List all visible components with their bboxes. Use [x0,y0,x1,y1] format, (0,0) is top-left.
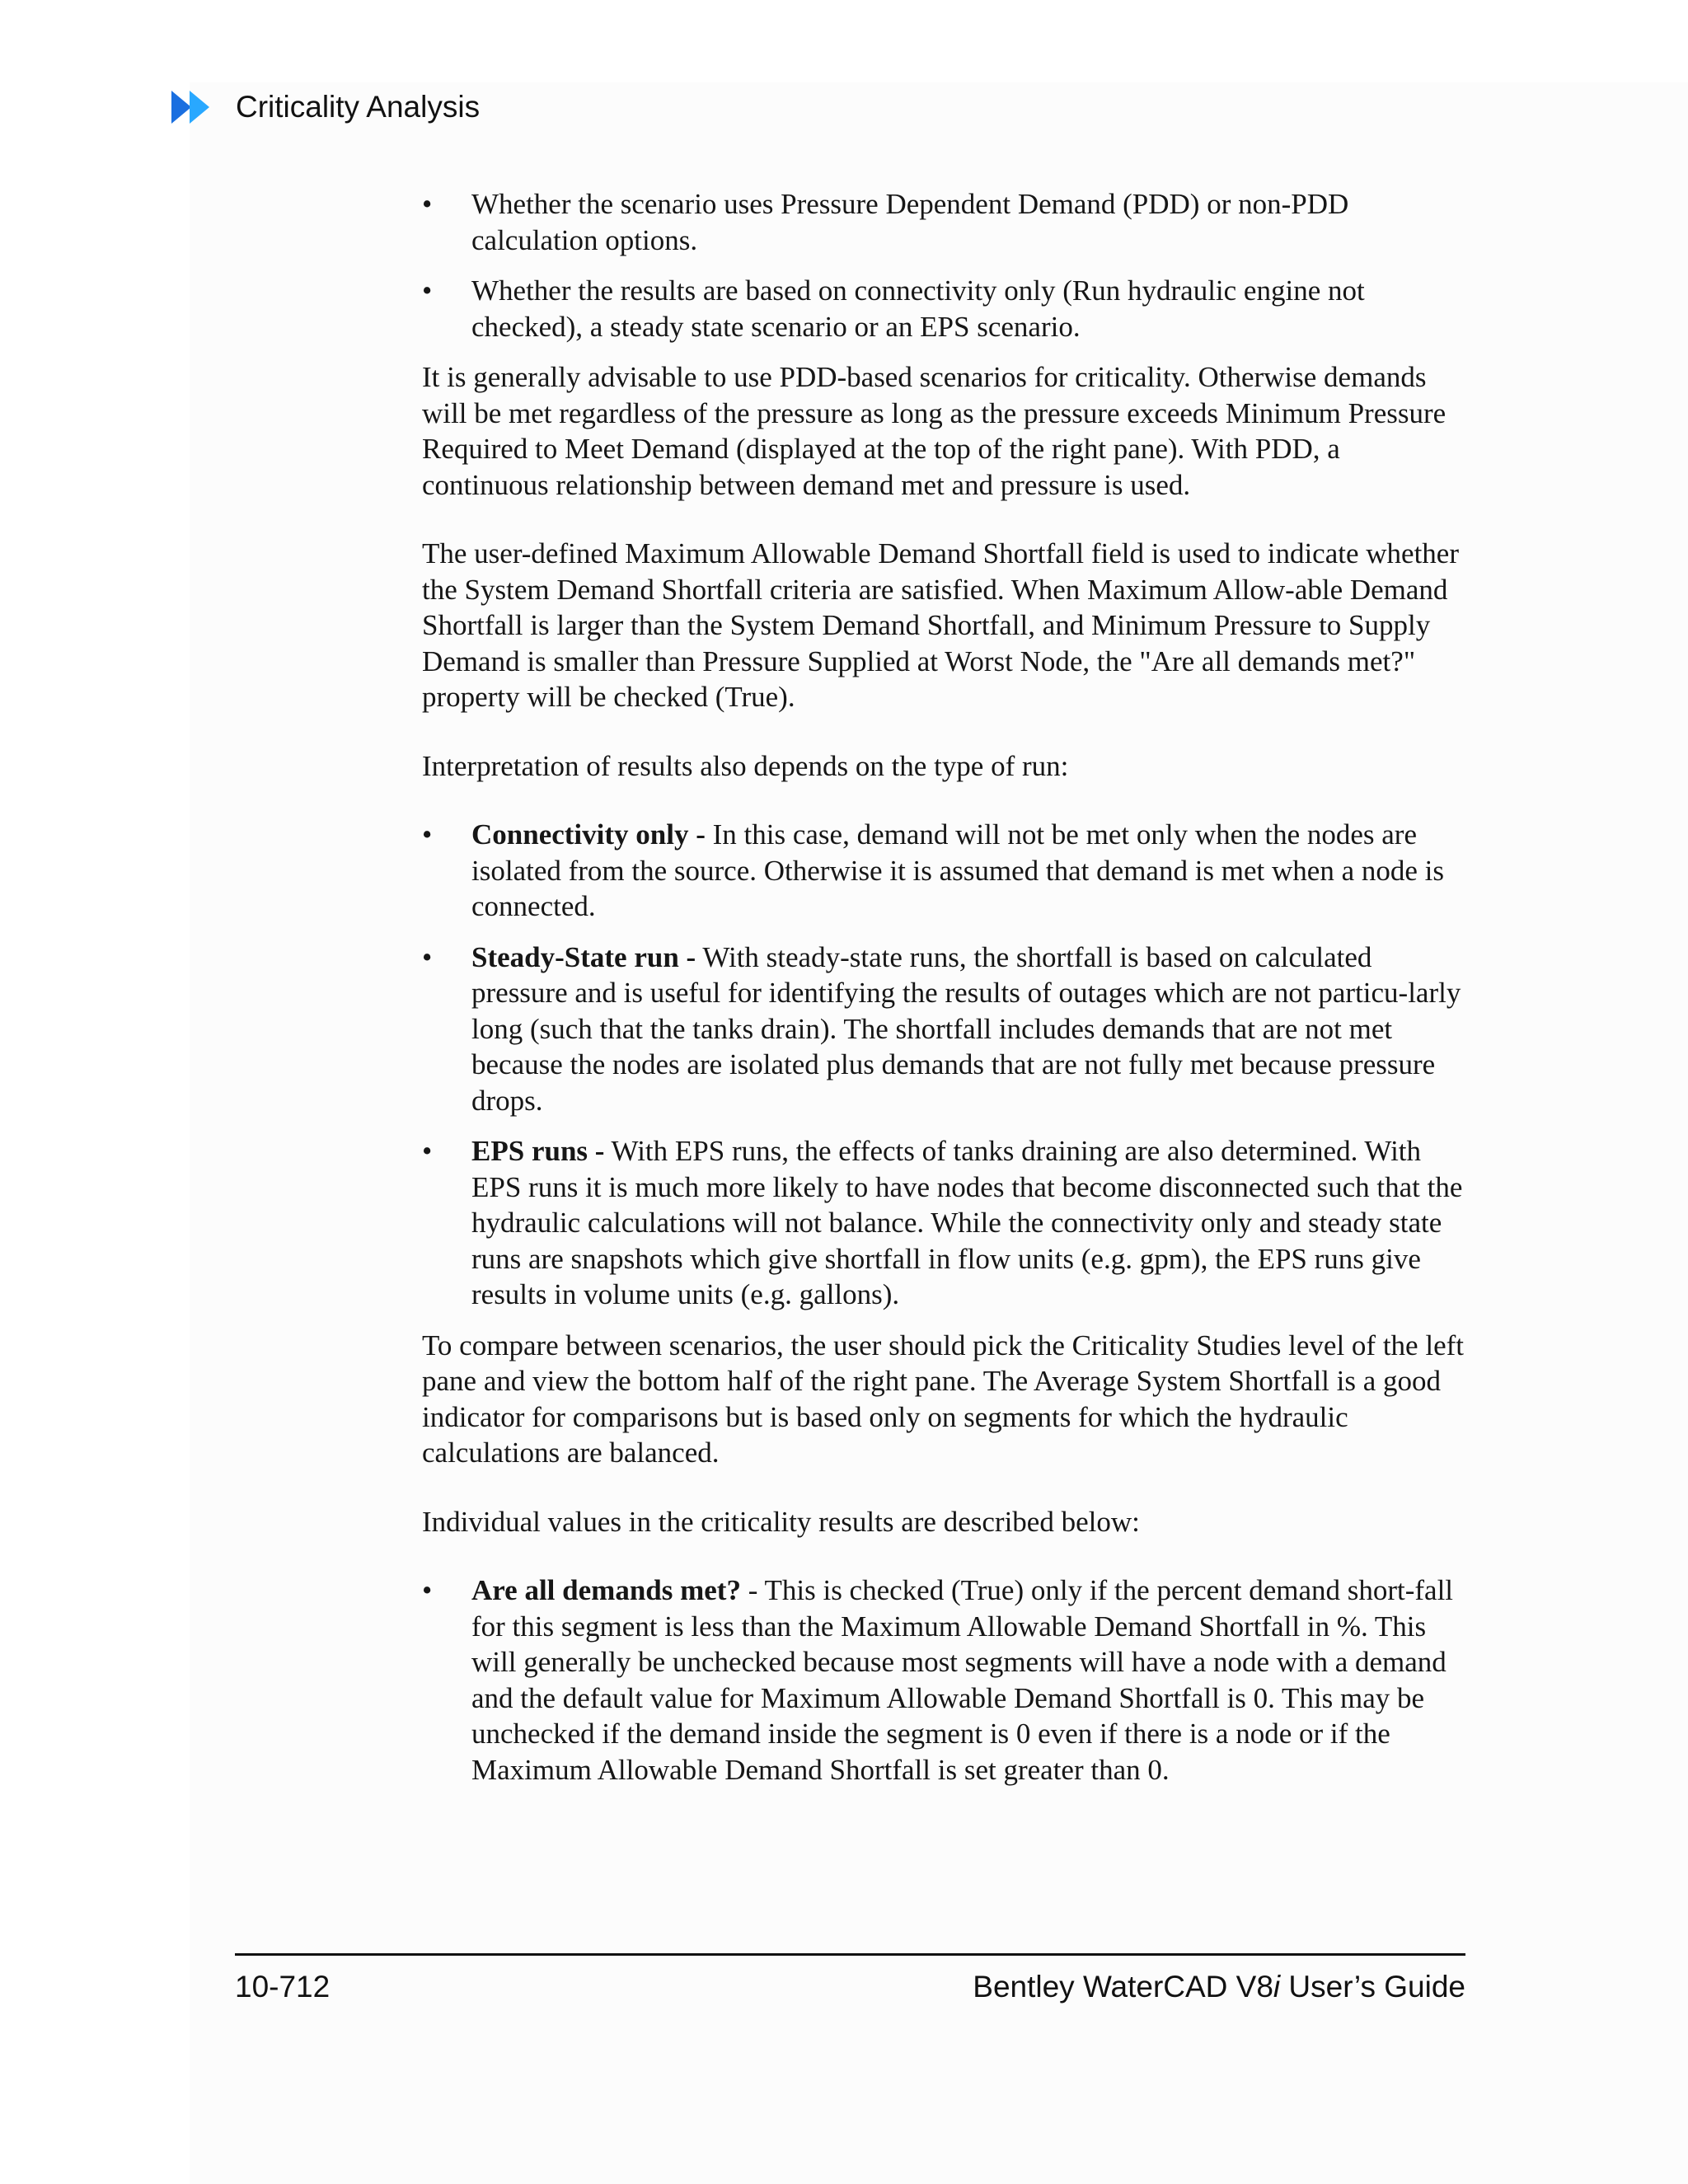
bullet-item-steady-state [422,940,1465,1119]
page-number: 10-712 [235,1970,331,2004]
guide-title-italic: i [1273,1970,1281,2004]
bullet-glyph: • [422,818,433,851]
bullet-glyph: • [422,1135,433,1167]
chapter-title: Criticality Analysis [236,90,481,124]
bullet-glyph: • [422,1574,433,1606]
paragraph-individual-values: Individual values in the criticality results are described below: [422,1505,1140,1538]
bullet-text: With steady-state runs, the shortfall is based on calculated pressure and is useful for identifying the results of outages which are not particu-larly long (such that the tanks drain). The shortfall includes demands that are not met because the nodes are isolated plus demands that are not fully met because pressure drops. [471,940,1461,1117]
bullet-text: - This is checked (True) only if the percent demand short-fall for this segment is less than the Maximum Allowable Demand Shortfall in %. This will generally be unchecked because most segments will have a node with a demand and the default value for Maximum Allowable Demand Shortfall is 0. This may be unchecked if the demand inside the segment is 0 even if there is a node or if the Maximum Allowable Demand Shortfall is set greater than 0. [471,1574,1454,1786]
bullet-glyph: • [422,274,433,307]
guide-title [973,1970,1465,2004]
bullet-text: In this case, demand will not be met only when the nodes are isolated from the source. Otherwise it is assumed that demand is met when a node is connected. [471,818,1445,922]
bullet-item [422,273,1465,344]
bullet-text: With EPS runs, the effects of tanks draining are also determined. With EPS runs it is much more likely to have nodes that become disconnected such that the hydraulic calculations will not balance. While the connectivity only and steady state runs are snapshots which give shortfall in flow units (e.g. gpm), the EPS runs give results in volume units (e.g. gallons). [471,1135,1463,1310]
paragraph-run-type-intro: Interpretation of results also depends on the type of run: [422,749,1069,782]
double-chevron-icon [170,89,223,125]
footer-divider [235,1953,1465,1956]
page-header [170,86,480,129]
paragraph-compare-scenarios: To compare between scenarios, the user should pick the Criticality Studies level of the left pane and view the bottom half of the right pane. The Average System Shortfall is a good indicator for comparisons but is based only on segments for which the hydraulic calculations are balanced. [422,1329,1464,1469]
bullet-term: Steady-State run - [471,940,696,973]
paragraph-pdd-advice: It is generally advisable to use PDD-based scenarios for criticality. Otherwise demands will be met regardless of the pressure as long as the pressure exceeds Minimum Pressure Required to Meet Demand (displayed at the top of the right pane). With PDD, a continuous relationship between demand met and pressure is used. [422,361,1447,501]
bullet-text: Whether the scenario uses Pressure Dependent Demand (PDD) or non-PDD calculation options. [471,188,1349,256]
bullet-glyph: • [422,188,433,220]
guide-title-suffix: User’s Guide [1280,1970,1465,2004]
bullet-text: Whether the results are based on connectivity only (Run hydraulic engine not checked), a steady state scenario or an EPS scenario. [471,274,1365,343]
paragraph-max-shortfall: The user-defined Maximum Allowable Demand Shortfall field is used to indicate whether the System Demand Shortfall criteria are satisfied. When Maximum Allow-able Demand Shortfall is larger than the System Demand Shortfall, and Minimum Pressure to Supply Demand is smaller than Pressure Supplied at Worst Node, the "Are all demands met?" property will be checked (True). [422,537,1459,713]
bullet-item-connectivity [422,817,1465,925]
bullet-item-demands-met [422,1572,1465,1788]
guide-title-prefix: Bentley WaterCAD V8 [973,1970,1273,2004]
bullet-item [422,186,1465,258]
bullet-glyph: • [422,940,433,973]
bullet-item-eps [422,1133,1465,1313]
bullet-term: Connectivity only - [471,818,706,851]
bullet-term: EPS runs - [471,1135,605,1167]
bullet-term: Are all demands met? [471,1574,741,1606]
page-body [422,186,1465,1802]
